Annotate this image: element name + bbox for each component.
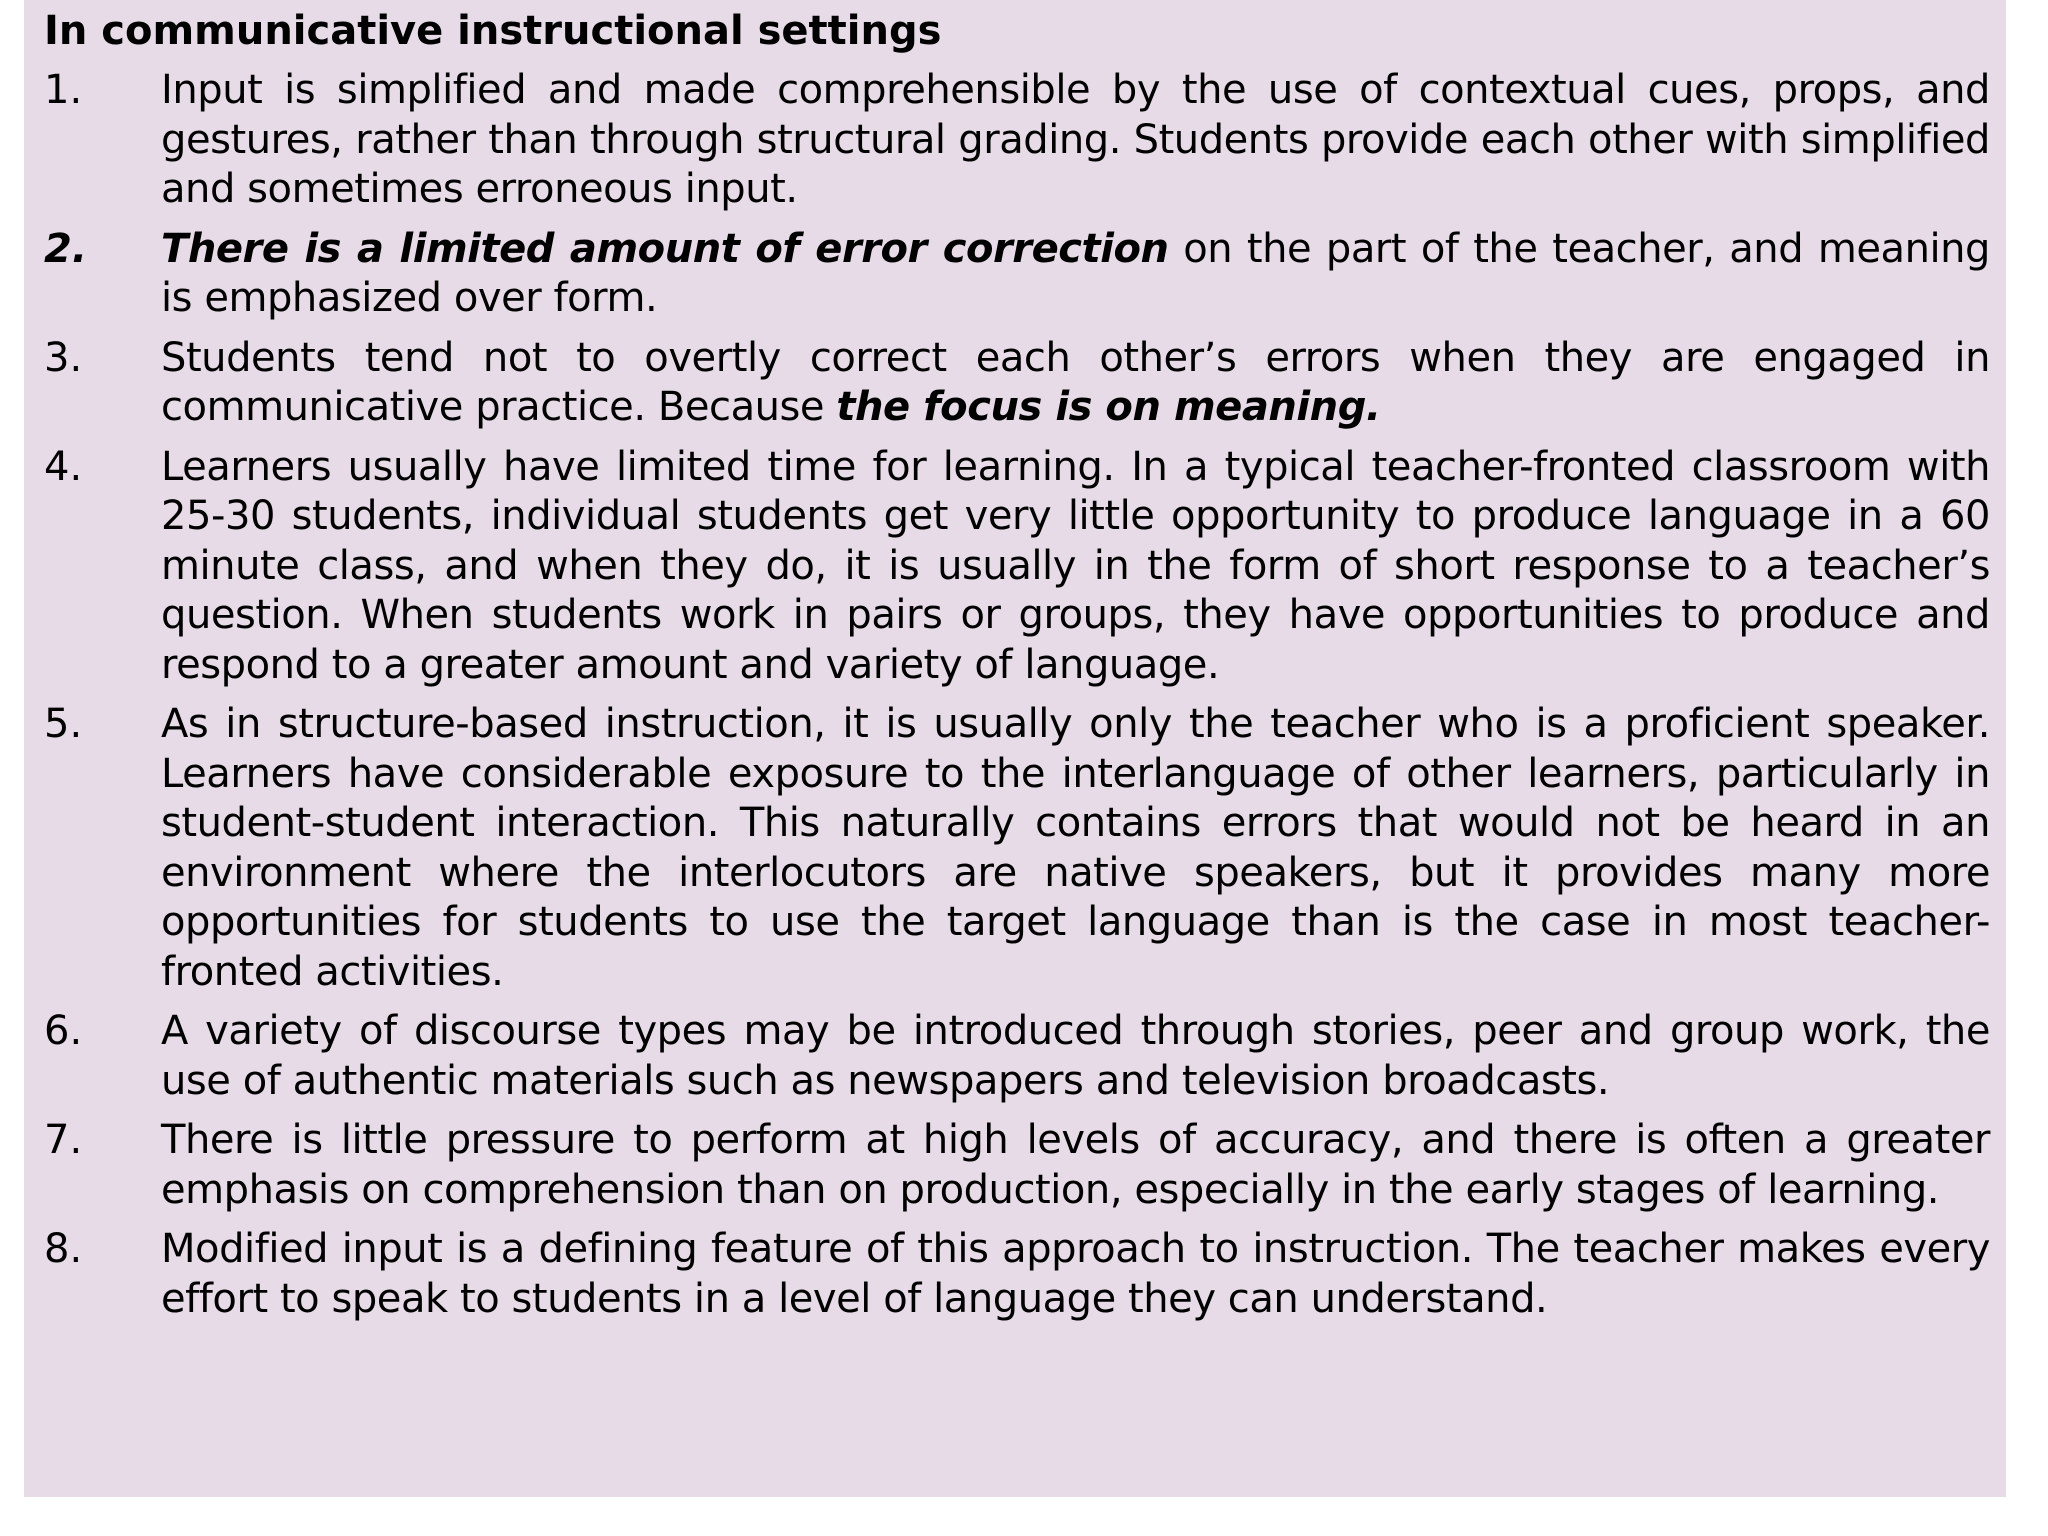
item-number: 8.: [44, 1226, 83, 1272]
list-item-7: [44, 1116, 1990, 1215]
item-number: 4.: [44, 443, 83, 490]
list-item-3: [44, 334, 1990, 433]
list-item-2: [44, 225, 1990, 324]
item-number: 3.: [44, 334, 83, 381]
item-number: 6.: [44, 1008, 83, 1054]
item-emphasis: There is a limited amount of error correction: [161, 225, 1169, 272]
item-emphasis: the focus is on meaning.: [836, 384, 1381, 430]
list-item-1: [44, 66, 1990, 215]
item-text: [161, 225, 1990, 324]
item-text-body: Learners usually have limited time for learning. In a typical teacher-fronted classroom with 25-30 students, individual students get very little opportunity to produce language in a 60 minute class, and when they do, it is usually in the form of short response to a teacher’s question. When students work in pairs or groups, they have opportunities to produce and respond to a greater amount and variety of language.: [161, 443, 1990, 688]
slide-heading: In communicative instructional settings: [44, 8, 942, 54]
item-text: [161, 1225, 1990, 1324]
item-text-body: There is little pressure to perform at high levels of accuracy, and there is often a greater emphasis on comprehension than on production, especially in the early stages of learning.: [161, 1117, 1990, 1213]
item-number: 1.: [44, 67, 83, 113]
list-item-6: [44, 1007, 1990, 1106]
item-text: [161, 66, 1990, 215]
item-text-body: Input is simplified and made comprehensible by the use of contextual cues, props, and gestures, rather than through structural grading. Students provide each other with simplified and sometimes erroneous input.: [161, 67, 1990, 212]
item-text-body: on the part of the teacher, and meaning is emphasized over form.: [161, 225, 1990, 321]
list-item-8: [44, 1225, 1990, 1324]
list-item-4: [44, 443, 1990, 691]
list-item-5: [44, 700, 1990, 997]
item-text-body: Modified input is a defining feature of this approach to instruction. The teacher makes every effort to speak to students in a level of language they can understand.: [161, 1226, 1990, 1322]
item-number: 7.: [44, 1117, 83, 1163]
item-text: [161, 700, 1990, 997]
item-text-body: Students tend not to overtly correct each other’s errors when they are engaged in communicative practice. Because: [161, 334, 1990, 430]
item-text: [161, 443, 1990, 691]
item-text-body: A variety of discourse types may be introduced through stories, peer and group work, the use of authentic materials such as newspapers and television broadcasts.: [161, 1008, 1990, 1104]
numbered-list: [44, 66, 1990, 1334]
item-text: [161, 334, 1990, 433]
item-text-body: As in structure-based instruction, it is usually only the teacher who is a proficient speaker. Learners have considerable exposure to the interlanguage of other learners, particularly in student-student interaction. This naturally contains errors that would not be heard in an environment where the interlocutors are native speakers, but it provides many more opportunities for students to use the target language than is the case in most teacher-fronted activities.: [161, 701, 1990, 995]
item-text: [161, 1007, 1990, 1106]
item-number: 2.: [44, 225, 88, 272]
item-text: [161, 1116, 1990, 1215]
item-number: 5.: [44, 701, 83, 747]
slide-panel: [24, 0, 2006, 1497]
